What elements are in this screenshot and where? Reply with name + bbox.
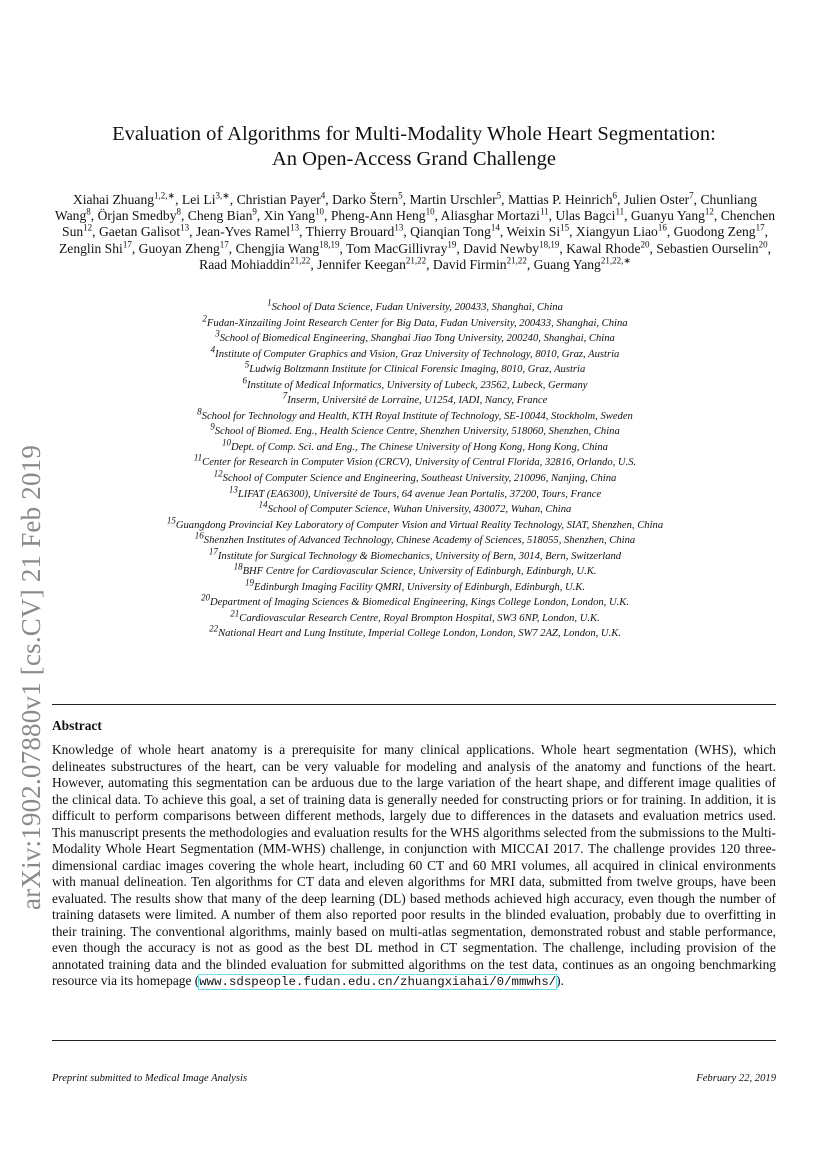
author-name: Jean-Yves Ramel <box>195 224 291 240</box>
author <box>566 241 649 256</box>
author <box>59 241 132 256</box>
affiliation-number: 19 <box>244 577 254 588</box>
author-name: Julien Oster <box>623 192 690 207</box>
affiliation-number: 15 <box>166 515 176 526</box>
affiliation-text: Institute for Surgical Technology & Biomechanics, University of Bern, 3014, Bern, Switzerland <box>217 550 622 562</box>
affiliation-number: 13 <box>228 484 238 495</box>
author-affiliation-marker: 13 <box>290 222 300 233</box>
author <box>409 192 501 207</box>
affiliation-text: Inserm, Université de Lorraine, U1254, IADI, Nancy, France <box>287 395 548 407</box>
affiliation-number: 18 <box>233 561 243 572</box>
author-affiliation-marker: 8 <box>86 206 91 217</box>
affiliation-number: 8 <box>197 406 202 417</box>
author-name: Guang Yang <box>533 256 601 272</box>
affiliation-text: National Heart and Lung Institute, Imperial College London, London, SW7 2AZ, London, U.K. <box>218 628 621 640</box>
author-name: Guoyan Zheng <box>138 240 220 256</box>
author <box>73 192 175 207</box>
author <box>196 224 299 239</box>
affiliation-text: Institute of Medical Informatics, University of Lubeck, 23562, Lubeck, Germany <box>247 379 588 391</box>
author-name: Pheng-Ann Heng <box>330 208 426 224</box>
author <box>506 224 569 239</box>
author-affiliation-marker: 7 <box>689 190 694 201</box>
author-affiliation-marker: 11 <box>539 206 549 217</box>
author-affiliation-marker: 20 <box>640 239 650 250</box>
author-affiliation-marker: 17 <box>122 239 132 250</box>
author-affiliation-marker: 5 <box>398 190 403 201</box>
author-name: Guodong Zeng <box>673 224 756 240</box>
affiliation <box>52 390 778 409</box>
affiliation <box>52 406 778 425</box>
affiliation-text: Institute of Computer Graphics and Vision, Graz University of Technology, 8010, Graz, Austria <box>215 348 620 360</box>
author-name: Christian Payer <box>236 192 321 207</box>
author-name: Zenglin Shi <box>59 240 123 256</box>
author-affiliation-marker: 6 <box>612 190 618 201</box>
affiliation-text: BHF Centre for Cardiovascular Science, University of Edinburgh, Edinburgh, U.K. <box>242 566 597 578</box>
abstract-top-rule <box>52 704 776 705</box>
author <box>199 257 310 272</box>
author <box>433 257 527 272</box>
affiliation-text: Cardiovascular Research Centre, Royal Brompton Hospital, SW3 6NP, London, U.K. <box>239 612 600 624</box>
author <box>317 257 426 272</box>
author <box>555 208 624 223</box>
author-affiliation-marker: 8 <box>176 206 181 217</box>
author-name: Qianqian Tong <box>410 224 491 240</box>
author-affiliation-marker: 17 <box>755 222 765 233</box>
affiliation <box>52 515 778 534</box>
author-affiliation-marker: 21,22 <box>405 255 427 266</box>
affiliation-number: 2 <box>202 313 207 324</box>
affiliation-text: Shenzhen Institutes of Advanced Technology, Chinese Academy of Sciences, 518055, Shenzhen, China <box>203 535 636 547</box>
abstract-body <box>52 742 776 991</box>
affiliation-number: 5 <box>244 359 250 370</box>
author-affiliation-marker: 13 <box>394 222 404 233</box>
author <box>99 224 189 239</box>
affiliation-text: School of Data Science, Fudan University, 200433, Shanghai, China <box>271 302 563 313</box>
affiliation <box>52 344 778 363</box>
affiliation-number: 22 <box>209 623 219 634</box>
author-name: Örjan Smedby <box>97 208 177 224</box>
affiliation <box>52 592 778 611</box>
author-name: Chunliang Wang <box>54 192 758 224</box>
author-name: Ulas Bagci <box>555 208 616 224</box>
author-affiliation-marker: 21,22,∗ <box>600 255 631 266</box>
abstract-heading: Abstract <box>52 718 102 733</box>
affiliation-number: 12 <box>213 468 223 479</box>
author <box>264 208 324 223</box>
author <box>463 241 559 256</box>
affiliation-number: 21 <box>230 608 240 619</box>
author-affiliation-marker: 1,2,∗ <box>154 190 176 201</box>
affiliation-text: Dept. of Comp. Sci. and Eng., The Chinese University of Hong Kong, Hong Kong, China <box>231 441 608 453</box>
author-affiliation-marker: 5 <box>496 190 502 201</box>
affiliation <box>52 313 778 332</box>
affiliation <box>52 499 778 518</box>
arxiv-stamp-text: arXiv:1902.07880v1 [cs.CV] 21 Feb 2019 <box>16 444 46 910</box>
affiliation-text: LIFAT (EA6300), Université de Tours, 64 avenue Jean Portalis, 37200, Tours, France <box>237 488 602 500</box>
homepage-link[interactable]: www.sdspeople.fudan.edu.cn/zhuangxiahai/0/mmwhs/ <box>199 975 557 989</box>
author-name: David Newby <box>463 240 540 256</box>
author-affiliation-marker: 12 <box>83 222 93 233</box>
affiliation-number: 16 <box>194 530 204 541</box>
author-name: Thierry Brouard <box>305 224 395 240</box>
abstract-text: Knowledge of whole heart anatomy is a prerequisite for many clinical applications. Whole heart segmentation (WHS), which delineates substructures of the heart, can be very valuable for modeling and analysis of the anatomy and functions of the heart. However, automating this segmentation can be arduous due to the large variation of the heart shape, and different image qualities of the clinical data. To achieve this goal, a set of training data is generally needed for constructing priors or for training. In addition, it is difficult to perform comparisons between different methods, largely due to differences in the datasets and evaluation metrics used. This manuscript presents the methodologies and evaluation results for the WHS algorithms selected from the submissions to the Multi-Modality Whole Heart Segmentation (MM-WHS) challenge, in conjunction with MICCAI 2017. The challenge provides 120 three-dimensional cardiac images covering the whole heart, including 60 CT and 60 MRI volumes, all acquired in clinical environments with manual delineation. Ten algorithms for CT data and eleven algorithms for MRI data, submitted from twelve groups, have been evaluated. The results show that many of the deep learning (DL) based methods achieved high accuracy, even though the number of training datasets were limited. A number of them also reported poor results in the blinded evaluation, probably due to overfitting in their training. The conventional algorithms, mainly based on multi-atlas segmentation, demonstrated robust and stable performance, even though the accuracy is not as good as the best DL method in CT segmentation. The challenge, including provision of the annotated training data and the blinded evaluation for submitted algorithms on the test data, continues as an ongoing benchmarking resource via its homepage ( <box>52 742 776 988</box>
author <box>237 192 326 207</box>
footer-date: February 22, 2019 <box>696 1073 776 1084</box>
affiliation-text: School of Biomed. Eng., Health Science Centre, Shenzhen University, 518060, Shenzhen, China <box>214 426 620 438</box>
author <box>441 208 549 223</box>
author-name: Guanyu Yang <box>630 208 705 224</box>
affiliation <box>52 421 778 440</box>
affiliation-text: School for Technology and Health, KTH Royal Institute of Technology, SE-10044, Stockholm, Sweden <box>201 410 633 422</box>
affiliation <box>52 359 778 378</box>
author-name: Kawal Rhode <box>566 240 641 256</box>
abstract-tail: ). <box>556 973 564 988</box>
affiliation-text: Ludwig Boltzmann Institute for Clinical Forensic Imaging, 8010, Graz, Austria <box>249 364 586 376</box>
author <box>534 257 631 272</box>
author-name: Chengjia Wang <box>235 240 320 256</box>
author <box>188 208 257 223</box>
affiliation-text: School of Biomedical Engineering, Shanghai Jiao Tong University, 200240, Shanghai, China <box>219 333 615 345</box>
affiliation-text: School of Computer Science and Engineering, Southeast University, 210096, Nanjing, China <box>222 473 617 485</box>
author-name: Raad Mohiaddin <box>199 256 291 272</box>
author-name: Aliasghar Mortazi <box>440 208 540 224</box>
author <box>576 224 667 239</box>
author-affiliation-marker: 13 <box>180 222 190 233</box>
affiliation-number: 20 <box>201 592 210 603</box>
author-affiliation-marker: 20 <box>758 239 768 250</box>
affiliation <box>52 437 778 456</box>
author <box>139 241 229 256</box>
affiliation <box>52 546 778 565</box>
author-affiliation-marker: 4 <box>320 190 326 201</box>
affiliation-text: Edinburgh Imaging Facility QMRI, University of Edinburgh, Edinburgh, U.K. <box>253 581 586 593</box>
affiliation-text: Guangdong Provincial Key Laboratory of Computer Vision and Virtual Reality Technology, SIAT, Shenzhen, China <box>175 519 664 531</box>
affiliation-number: 14 <box>258 499 268 510</box>
author <box>306 224 404 239</box>
affiliation-number: 4 <box>210 344 216 355</box>
affiliation-text: School of Computer Science, Wuhan University, 430072, Wuhan, China <box>267 504 572 516</box>
author <box>182 192 230 207</box>
abstract-bottom-rule <box>52 1040 776 1041</box>
affiliation-number: 10 <box>222 437 232 448</box>
author-affiliation-marker: 10 <box>315 206 325 217</box>
affiliation <box>52 328 778 347</box>
affiliation-number: 1 <box>267 297 272 308</box>
affiliation <box>52 375 778 394</box>
affiliation-list <box>52 297 778 642</box>
author-name: Xin Yang <box>263 208 316 224</box>
author <box>656 241 767 256</box>
author-name: Chenchen Sun <box>62 208 776 240</box>
affiliation <box>52 297 778 316</box>
author-affiliation-marker: 21,22 <box>506 255 527 266</box>
author-affiliation-marker: 15 <box>560 222 570 233</box>
affiliation <box>52 623 778 642</box>
author-name: Xiangyun Liao <box>575 224 658 240</box>
author-name: Martin Urschler <box>409 192 497 207</box>
affiliation-text: Department of Imaging Sciences & Biomedical Engineering, Kings College London, London, U.K. <box>210 597 629 609</box>
author-name: Xiahai Zhuang <box>72 192 155 207</box>
affiliation-number: 6 <box>242 375 248 386</box>
author <box>631 208 714 223</box>
affiliation-number: 3 <box>215 328 220 339</box>
author-name: David Firmin <box>432 256 507 272</box>
affiliation <box>52 608 778 627</box>
author-affiliation-marker: 3,∗ <box>215 190 230 201</box>
author-name: Weixin Si <box>506 224 561 240</box>
author <box>236 241 340 256</box>
author-affiliation-marker: 10 <box>425 206 435 217</box>
author-affiliation-marker: 16 <box>657 222 667 233</box>
affiliation-text: Center for Research in Computer Vision (CRCV), University of Central Florida, 32816, Orlando, U.S. <box>202 457 637 469</box>
author-name: Darko Štern <box>332 192 399 207</box>
paper-title <box>60 122 768 172</box>
author-affiliation-marker: 19 <box>447 239 457 250</box>
author <box>508 192 617 207</box>
author-affiliation-marker: 18,19 <box>539 239 560 250</box>
author <box>332 192 403 207</box>
author-affiliation-marker: 9 <box>252 206 257 217</box>
affiliation <box>52 484 778 503</box>
affiliation-number: 11 <box>193 452 203 463</box>
author <box>624 192 694 207</box>
affiliation <box>52 577 778 596</box>
affiliation <box>52 452 778 471</box>
author <box>331 208 435 223</box>
title-line-1: Evaluation of Algorithms for Multi-Modality Whole Heart Segmentation: <box>112 123 716 145</box>
author-name: Gaetan Galisot <box>98 224 181 240</box>
author-affiliation-marker: 17 <box>219 239 229 250</box>
title-line-2: An Open-Access Grand Challenge <box>271 148 557 170</box>
affiliation <box>52 530 778 549</box>
author-name: Sebastien Ourselin <box>656 240 759 256</box>
author-name: Tom MacGillivray <box>346 240 448 256</box>
author-name: Cheng Bian <box>187 208 253 224</box>
author <box>410 224 500 239</box>
author <box>346 241 456 256</box>
author-affiliation-marker: 18,19 <box>319 239 340 250</box>
author-affiliation-marker: 14 <box>490 222 500 233</box>
affiliation-number: 7 <box>282 390 288 401</box>
author <box>674 224 765 239</box>
author-affiliation-marker: 21,22 <box>290 255 311 266</box>
affiliation-text: Fudan-Xinzailing Joint Research Center for Big Data, Fudan University, 200433, Shanghai, China <box>206 317 628 329</box>
author-name: Mattias P. Heinrich <box>507 192 613 207</box>
author-name: Lei Li <box>181 192 216 207</box>
author-affiliation-marker: 12 <box>704 206 714 217</box>
affiliation <box>52 468 778 487</box>
author-affiliation-marker: 11 <box>615 206 625 217</box>
affiliation-number: 9 <box>210 421 215 432</box>
author-name: Jennifer Keegan <box>317 256 406 272</box>
author <box>98 208 181 223</box>
affiliation-number: 17 <box>208 546 218 557</box>
footer-journal: Preprint submitted to Medical Image Analysis <box>52 1073 248 1084</box>
author-list: Xiahai Zhuang$^{1,2,∗}$, Lei $Li^{3,∗}$, Christian Payer$^4$, Darko Štern$^5$, Martin Urschler$^5$, Mattias P. Heinrich$^6$, Julien Oster$^7$, Chunliang Wang$^8$, Örjan Smedby$^8$, Cheng Bian$^9$, Xin Yang$^{10}$, Pheng-Ann Heng$^{10}$, Aliasghar Mortazi$^{11}$, Ulas Bagci$^{11}$, Guanyu Yang$^{12}$, Chenchen Sun$^{12}$, Gaetan Galisot$^{13}$, Jean-Yves Ramel$^{13}$, Thierry Brouard$^{13}$, Qianqian Tong$^{14}$, Weixin Si$^{15}$, Xiangyun Liao$^{16}$, Guodong Zeng$^{17}$, Zenglin Shi$^{17}$, Guoyan Zheng$^{17}$, Chengjia Wang$^{18,19}$, Tom MacGillivray$^{19}$, David Newby$^{18,19}$, Kawal Rhode$^{20}$, Sebastien Ourselin$^{20}$, Raad Mohiaddin$^{21,22}$, Jennifer Keegan$^{21,22}$, David Firmin$^{21,22}$, Guang Yang$^{21,22,∗}$ <box>54 190 776 272</box>
affiliation <box>52 561 778 580</box>
